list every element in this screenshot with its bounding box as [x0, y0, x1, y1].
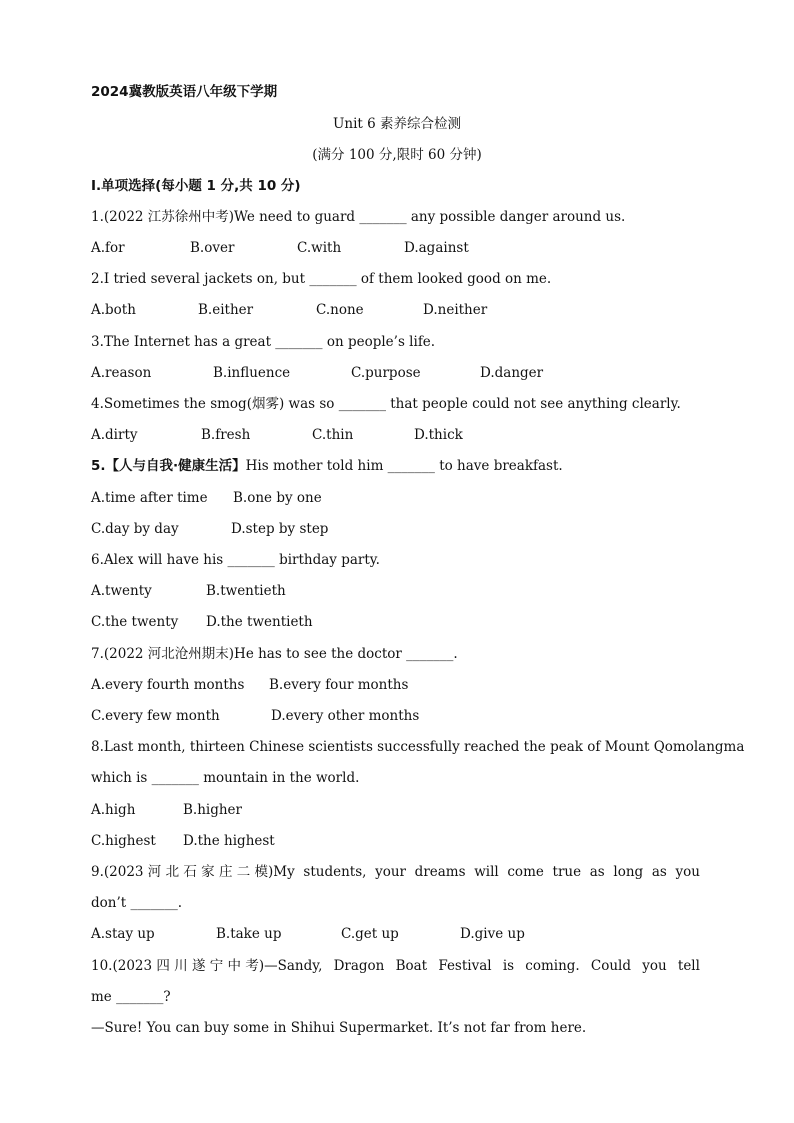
question-1-option-b: B.over [190, 240, 235, 256]
question-8-option-c: C.highest [91, 833, 156, 849]
question-3-option-d: D.danger [480, 365, 544, 381]
section-title: Ⅰ.单项选择(每小题 1 分,共 10 分) [91, 178, 301, 194]
question-6-option-b: B.twentieth [206, 583, 286, 599]
question-1-option-a: A.for [91, 240, 125, 256]
question-8-option-b: B.higher [183, 802, 243, 818]
question-7-stem: 7.(2022 河北沧州期末)He has to see the doctor _______. [91, 646, 458, 662]
question-10-word: Dragon [333, 958, 385, 974]
question-5-option-d: D.step by step [231, 521, 329, 537]
question-7-option-a: A.every fourth months [91, 677, 245, 693]
question-9-word: come [507, 864, 544, 880]
question-4-stem: 4.Sometimes the smog(烟雾) was so _______ that people could not see anything clearly. [91, 396, 681, 412]
question-3-option-c: C.purpose [351, 365, 421, 381]
question-3-option-a: A.reason [91, 365, 152, 381]
question-5-option-b: B.one by one [233, 490, 322, 506]
question-2-option-a: A.both [91, 302, 136, 318]
question-8-option-d: D.the highest [183, 833, 275, 849]
question-10-word: Festival [438, 958, 492, 974]
question-9-option-b: B.take up [216, 926, 282, 942]
question-1-stem: 1.(2022 江苏徐州中考)We need to guard _______ any possible danger around us. [91, 209, 626, 225]
question-5-option-a: A.time after time [91, 490, 208, 506]
question-10-word: you [642, 958, 667, 974]
question-4-option-d: D.thick [414, 427, 463, 443]
question-9-stem [91, 864, 700, 880]
question-9-word: 9.(2023 河 北 石 家 庄 二 模)My [91, 864, 295, 880]
question-2-option-b: B.either [198, 302, 254, 318]
unit-title: Unit 6 素养综合检测 [333, 116, 461, 132]
question-4-option-c: C.thin [312, 427, 354, 443]
question-6-option-c: C.the twenty [91, 614, 179, 630]
question-4-option-a: A.dirty [91, 427, 138, 443]
question-8-option-a: A.high [91, 802, 136, 818]
question-6-option-d: D.the twentieth [206, 614, 313, 630]
question-5-stem: His mother told him _______ to have breakfast. [245, 458, 563, 474]
question-10-word: is [502, 958, 515, 974]
question-6-stem: 6.Alex will have his _______ birthday party. [91, 552, 380, 568]
question-4-option-b: B.fresh [201, 427, 251, 443]
question-9-word: will [474, 864, 499, 880]
question-3-option-b: B.influence [213, 365, 291, 381]
question-10-stem-continued: me _______? [91, 989, 171, 1005]
question-10-answer-line: —Sure! You can buy some in Shihui Supermarket. It’s not far from here. [91, 1020, 587, 1036]
question-9-option-a: A.stay up [91, 926, 155, 942]
question-9-stem-continued: don’t _______. [91, 895, 183, 911]
question-10-word: Could [590, 958, 632, 974]
question-2-option-c: C.none [316, 302, 364, 318]
question-5-tag: 5.【人与自我·健康生活】 [91, 458, 246, 474]
question-1-option-c: C.with [297, 240, 342, 256]
question-2-option-d: D.neither [423, 302, 488, 318]
question-1-option-d: D.against [404, 240, 469, 256]
question-5-option-c: C.day by day [91, 521, 179, 537]
question-8-stem: 8.Last month, thirteen Chinese scientists successfully reached the peak of Mount Qomolangma [91, 739, 745, 755]
question-9-word: your [375, 864, 407, 880]
book-title: 2024冀教版英语八年级下学期 [91, 84, 278, 100]
question-9-word: you [675, 864, 700, 880]
question-9-word: true [552, 864, 582, 880]
question-8-stem-continued: which is _______ mountain in the world. [91, 770, 360, 786]
question-10-word: coming. [525, 958, 580, 974]
question-9-word: dreams [414, 864, 466, 880]
question-9-word: as [651, 864, 667, 880]
question-9-word: as [589, 864, 605, 880]
question-2-stem: 2.I tried several jackets on, but _______ of them looked good on me. [91, 271, 552, 287]
question-7-option-c: C.every few month [91, 708, 220, 724]
question-10-stem [91, 958, 700, 974]
question-7-option-b: B.every four months [269, 677, 409, 693]
question-9-option-c: C.get up [341, 926, 399, 942]
question-10-word: 10.(2023 四 川 遂 宁 中 考)—Sandy, [91, 958, 323, 974]
question-9-word: long [613, 864, 644, 880]
question-5-stem-line [91, 458, 563, 474]
question-10-word: Boat [395, 958, 428, 974]
question-9-option-d: D.give up [460, 926, 525, 942]
question-7-option-d: D.every other months [271, 708, 420, 724]
score-info: (满分 100 分,限时 60 分钟) [312, 147, 482, 163]
question-3-stem: 3.The Internet has a great _______ on people’s life. [91, 334, 436, 350]
question-6-option-a: A.twenty [91, 583, 152, 599]
question-9-word: students, [303, 864, 367, 880]
question-10-word: tell [677, 958, 700, 974]
